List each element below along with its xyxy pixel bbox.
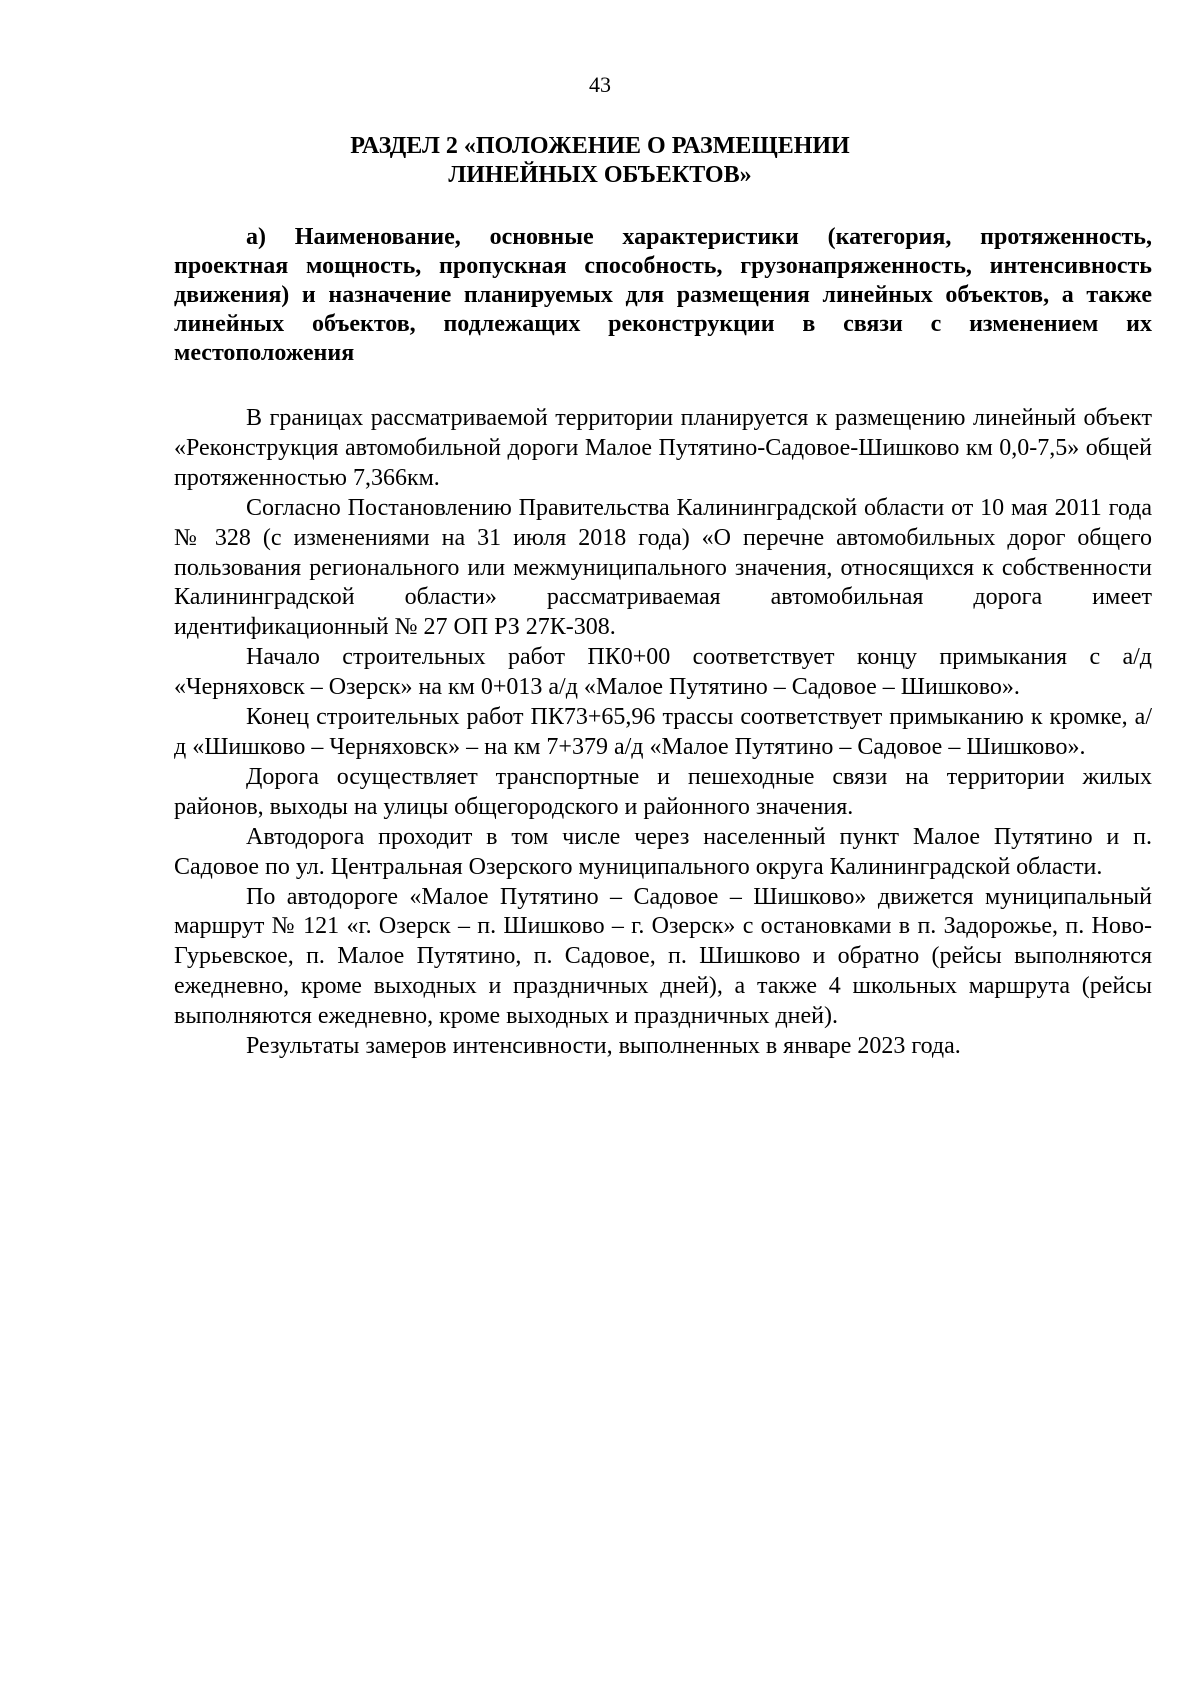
paragraph-6: Автодорога проходит в том числе через населенный пункт Малое Путятино и п. Садовое по ул. Центральная Озерского муниципального округа Калининградской области. [174, 823, 1152, 880]
body-text [174, 404, 1152, 1062]
paragraph-4: Конец строительных работ ПК73+65,96 трассы соответствует примыканию к кромке, а/д «Шишково – Черняховск» – на км 7+379 а/д «Малое Путятино – Садовое – Шишково». [174, 704, 1152, 760]
paragraph-3: Начало строительных работ ПК0+00 соответствует концу примыкания с а/д «Черняховск – Озерск» на км 0+013 а/д «Малое Путятино – Садовое – Шишково». [174, 644, 1152, 701]
paragraph-5: Дорога осуществляет транспортные и пешеходные связи на территории жилых районов, выходы на улицы общегородского и районного значения. [174, 763, 1152, 820]
subheading: а) Наименование, основные характеристики (категория, протяженность, проектная мощность, пропускная способность, грузонапряженность, интенсивность движения) и назначение планируемых для размещения линейных объектов, а также линейных объектов, подлежащих реконструкции в связи с изменением их местоположения [174, 224, 1152, 366]
section-title-line-1: РАЗДЕЛ 2 «ПОЛОЖЕНИЕ О РАЗМЕЩЕНИИ [350, 133, 850, 159]
section-title-line-2: ЛИНЕЙНЫХ ОБЪЕКТОВ» [448, 162, 752, 188]
section-title [174, 132, 1026, 190]
paragraph-8: Результаты замеров интенсивности, выполненных в январе 2023 года. [246, 1033, 961, 1060]
page-number: 43 [589, 72, 611, 97]
paragraph-2: Согласно Постановлению Правительства Калининградской области от 10 мая 2011 года № 328 (с изменениями на 31 июля 2018 года) «О перечне автомобильных дорог общего пользования регионального или межмуниципального значения, относящихся к собственности Калининградской области» рассматриваемая автомобильная дорога имеет идентификационный № 27 ОП РЗ 27К-308. [174, 494, 1152, 641]
paragraph-7: По автодороге «Малое Путятино – Садовое – Шишково» движется муниципальный маршрут № 121 «г. Озерск – п. Шишково – г. Озерск» с остановками в п. Задорожье, п. Ново-Гурьевское, п. Малое Путятино, п. Садовое, п. Шишково и обратно (рейсы выполняются ежедневно, кроме выходных и праздничных дней), а также 4 школьных маршрута (рейсы выполняются ежедневно, кроме выходных и праздничных дней). [174, 883, 1152, 1030]
paragraph-1: В границах рассматриваемой территории планируется к размещению линейный объект «Реконструкция автомобильной дороги Малое Путятино-Садовое-Шишково км 0,0-7,5» общей протяженностью 7,366км. [174, 405, 1152, 491]
